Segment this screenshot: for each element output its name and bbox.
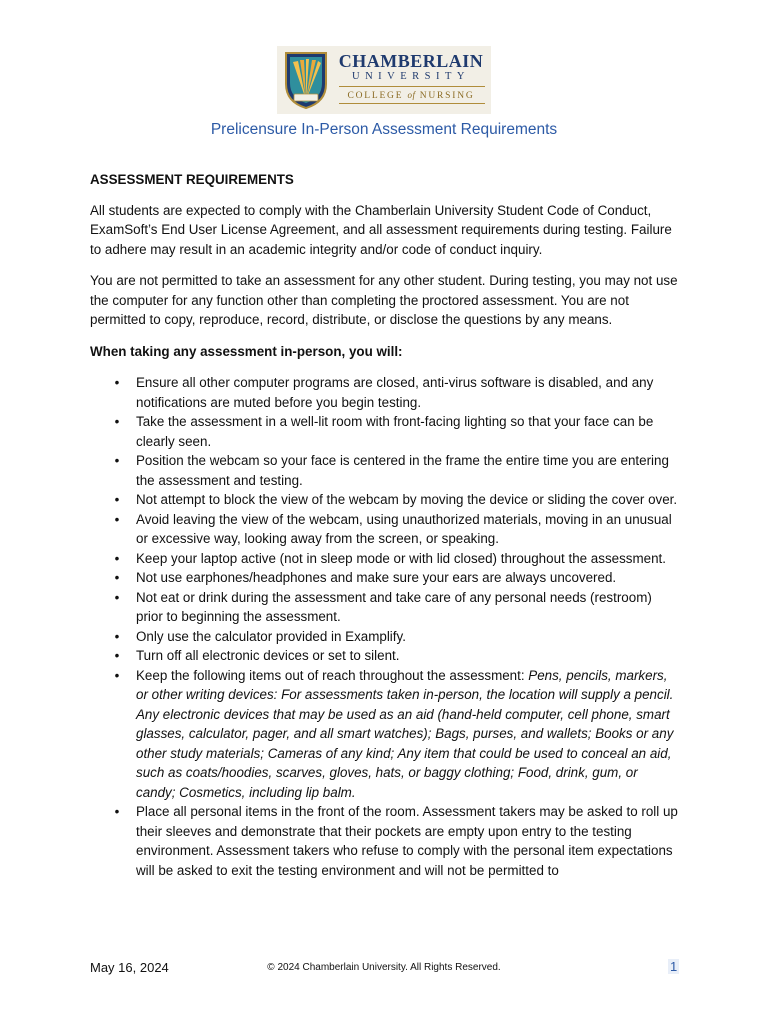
- list-item-text: Only use the calculator provided in Examplify.: [136, 628, 406, 644]
- bullet-icon: •: [114, 453, 120, 468]
- list-item-text: Take the assessment in a well-lit room with front-facing lighting so that your face can be clearly seen.: [136, 414, 654, 449]
- page-number: 1: [670, 959, 678, 974]
- list-item: [90, 549, 680, 569]
- logo-college-pre: COLLEGE: [347, 91, 408, 101]
- footer-date: May 16, 2024: [90, 960, 169, 975]
- list-item-italic: Pens, pencils, markers, or other writing devices: For assessments taken in-person, the location will supply a pencil. Any electronic devices that may be used as an aid (hand-held computer, cell phone, smart glasses, calculator, pager, and all smart watches); Bags, purses, and wallets; Books or any other study materials; Cameras of any kind; Any item that could be used to conceal an aid, such as coats/hoodies, scarves, gloves, hats, or baggy clothing; Food, drink, gum, or candy; Cosmetics, including lip balm.: [136, 667, 674, 800]
- list-item: [90, 510, 680, 549]
- logo-college-post: NURSING: [415, 91, 475, 101]
- list-item-text: Not eat or drink during the assessment and take care of any personal needs (restroom) prior to beginning the assessment.: [136, 589, 652, 624]
- page-title: Prelicensure In-Person Assessment Requirements: [210, 121, 558, 138]
- list-item-text: Avoid leaving the view of the webcam, using unauthorized materials, moving in an unusual or excessive way, looking away from the screen, or speaking.: [136, 511, 672, 546]
- logo-college-of: of: [407, 90, 416, 100]
- bullet-icon: •: [114, 648, 120, 663]
- footer-copyright: © 2024 Chamberlain University. All Rights Reserved.: [267, 962, 501, 973]
- bullet-icon: •: [114, 570, 120, 585]
- logo-university: UNIVERSITY: [352, 71, 470, 82]
- paragraph: All students are expected to comply with the Chamberlain University Student Code of Conduct, ExamSoft’s End User License Agreement, and all assessment requirements during testing. Failure to adhere may result in an academic integrity and/or code of conduct inquiry.: [90, 202, 672, 257]
- list-item: [90, 627, 680, 647]
- subheading: When taking any assessment in-person, you will:: [90, 343, 403, 359]
- list-item: [90, 568, 680, 588]
- list-item-text: Ensure all other computer programs are closed, anti-virus software is disabled, and any notifications are muted before you begin testing.: [136, 375, 654, 410]
- chamberlain-logo: [277, 46, 491, 114]
- bullet-icon: •: [114, 804, 120, 819]
- logo-rule: [339, 86, 485, 87]
- bullet-icon: •: [114, 492, 120, 507]
- list-item: [90, 490, 680, 510]
- requirements-list: [90, 373, 680, 880]
- logo-name: CHAMBERLAIN: [338, 51, 484, 71]
- bullet-icon: •: [114, 667, 120, 683]
- shield-crest-icon: [283, 50, 329, 110]
- list-item-prohibited-items: [90, 666, 680, 803]
- list-item: [90, 802, 680, 880]
- list-item-text: Place all personal items in the front of the room. Assessment takers may be asked to roll up their sleeves and demonstrate that their pockets are empty upon entry to the testing environment. Assessment takers who refuse to comply with the personal item expectations will be asked to exit the testing environment and will not be permitted to: [136, 804, 678, 878]
- bullet-icon: •: [114, 375, 120, 390]
- list-item-text: Keep your laptop active (not in sleep mode or with lid closed) throughout the assessment.: [136, 550, 666, 566]
- section-heading: ASSESSMENT REQUIREMENTS: [90, 172, 294, 187]
- logo-college: [335, 89, 487, 102]
- list-item: [90, 373, 680, 412]
- list-item-text: Not use earphones/headphones and make sure your ears are always uncovered.: [136, 570, 617, 585]
- bullet-icon: •: [114, 414, 120, 429]
- bullet-icon: •: [114, 589, 120, 605]
- paragraph: You are not permitted to take an assessment for any other student. During testing, you may not use the computer for any function other than completing the proctored assessment. You are not permitted to copy, reproduce, record, distribute, or disclose the questions by any means.: [90, 273, 678, 327]
- list-item-text: Not attempt to block the view of the webcam by moving the device or sliding the cover over.: [136, 492, 678, 507]
- list-item: [90, 588, 680, 627]
- list-item: [90, 646, 680, 666]
- list-item-lead: Keep the following items out of reach throughout the assessment:: [136, 667, 529, 683]
- document-body: [90, 170, 680, 880]
- logo-rule-bottom: [339, 103, 485, 104]
- list-item: [90, 451, 680, 490]
- bullet-icon: •: [114, 628, 120, 644]
- bullet-icon: •: [114, 511, 120, 527]
- list-item-text: Turn off all electronic devices or set to silent.: [136, 648, 400, 663]
- list-item: [90, 412, 680, 451]
- list-item-text: Position the webcam so your face is centered in the frame the entire time you are entering the assessment and testing.: [136, 453, 669, 488]
- bullet-icon: •: [114, 550, 120, 566]
